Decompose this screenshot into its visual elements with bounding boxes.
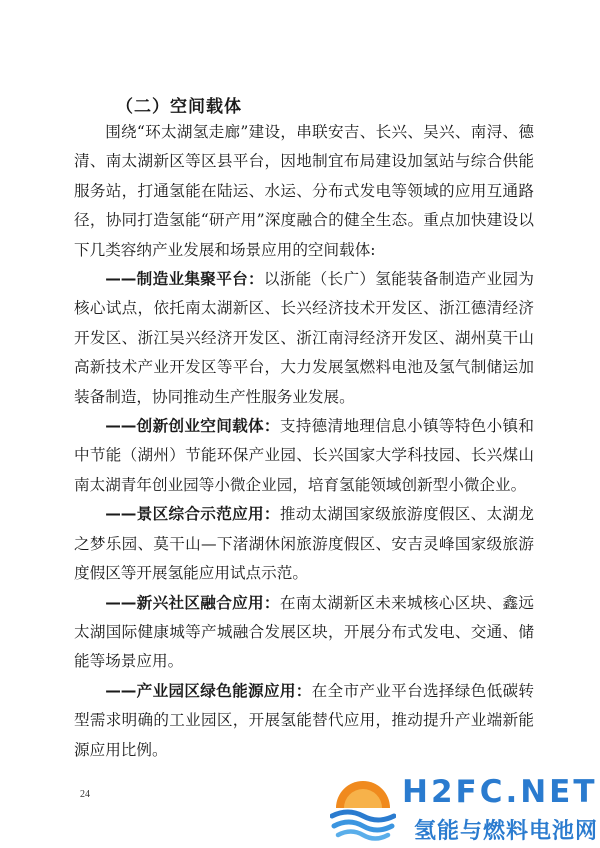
intro-paragraph: 围绕“环太湖氢走廊”建设，串联安吉、长兴、吴兴、南浔、德清、南太湖新区等区县平台，因地制宜布局建设加氢站与综合供能服务站，打通氢能在陆运、水运、分布式发电等领域的应用互通路径，协同打造氢能“研产用”深度融合的健全生态。重点加快建设以下几类容纳产业发展和场景应用的空间载体: [74,123,534,259]
item-text: 在全市产业平台选择绿色低碳转型需求明确的工业园区，开展氢能替代应用，推动提升产业端新能源应用比例。 [74,681,534,759]
section-heading: （二）空间载体 [116,97,242,117]
item-paragraph [74,412,534,500]
item-lead: ——产业园区绿色能源应用： [105,681,312,700]
item-text: 以浙能（长广）氢能装备制造产业园为核心试点，依托南太湖新区、长兴经济技术开发区、浙江德清经济开发区、浙江吴兴经济开发区、浙江南浔经济开发区、湖州莫干山高新技术产业开发区等平台，大力发展氢燃料电池及氢气制储运加装备制造，协同推动生产性服务业发展。 [74,270,534,406]
item-lead: ——制造业集聚平台： [105,270,264,289]
item-text: 推动太湖国家级旅游度假区、太湖龙之梦乐园、莫干山—下渚湖休闲旅游度假区、安吉灵峰国家级旅游度假区等开展氢能应用试点示范。 [74,505,534,583]
item-lead: ——新兴社区融合应用： [105,593,280,612]
item-lead: ——创新创业空间载体： [105,417,280,436]
watermark-subtitle: 氢能与燃料电池网 [414,819,599,844]
item-paragraph [74,589,534,677]
watermark [330,774,599,844]
page-number: 24 [80,789,90,800]
item-paragraph [74,500,534,588]
h2fc-sun-wave-logo-icon [330,774,396,844]
watermark-brand: H2FC.NET [402,774,598,810]
item-paragraph [74,265,534,412]
item-paragraph [74,677,534,765]
item-text: 支持德清地理信息小镇等特色小镇和中节能（湖州）节能环保产业园、长兴国家大学科技园、长兴煤山南太湖青年创业园等小微企业园，培育氢能领域创新型小微企业。 [74,417,534,494]
item-text: 在南太湖新区未来城核心区块、鑫远太湖国际健康城等产城融合发展区块，开展分布式发电、交通、储能等场景应用。 [74,593,534,671]
item-lead: ——景区综合示范应用： [105,505,280,524]
section-body [74,118,534,765]
